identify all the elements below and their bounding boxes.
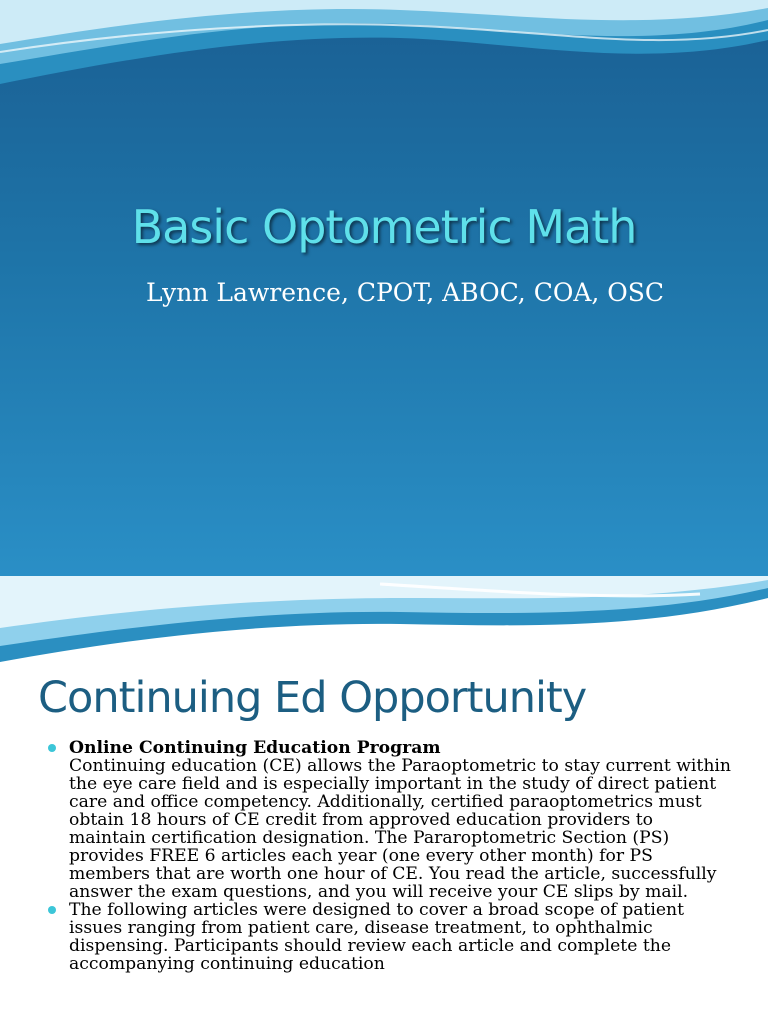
bullet-item bbox=[44, 901, 734, 973]
bullet-item bbox=[44, 739, 734, 901]
slide-subtitle: Lynn Lawrence, CPOT, ABOC, COA, OSC bbox=[145, 278, 665, 307]
slide-title: Basic Optometric Math bbox=[131, 200, 637, 254]
bullet-text: The following articles were designed to cover a broad scope of patient issues ranging from patient care, disease treatment, to ophthalmic dispensing. Participants should review each article and complete the accompanying continuing education bbox=[69, 900, 684, 974]
slide-title: Continuing Ed Opportunity bbox=[38, 673, 587, 723]
wave-decoration bbox=[0, 0, 768, 100]
wave-decoration bbox=[0, 576, 768, 666]
bullet-icon bbox=[48, 906, 56, 914]
content-slide bbox=[0, 576, 768, 1024]
bullet-heading: Online Continuing Education Program bbox=[69, 738, 441, 758]
bullet-list bbox=[44, 739, 734, 973]
bullet-text: Continuing education (CE) allows the Paraoptometric to stay current within the eye care field and is especially important in the study of direct patient care and office competency. Additionally, certified paraoptometrics must obtain 18 hours of CE credit from approved education providers to maintain certification designation. The Pararoptometric Section (PS) provides FREE 6 articles each year (one every other month) for PS members that are worth one hour of CE. You read the article, successfully answer the exam questions, and you will receive your CE slips by mail. bbox=[69, 756, 731, 902]
bullet-icon bbox=[48, 744, 56, 752]
